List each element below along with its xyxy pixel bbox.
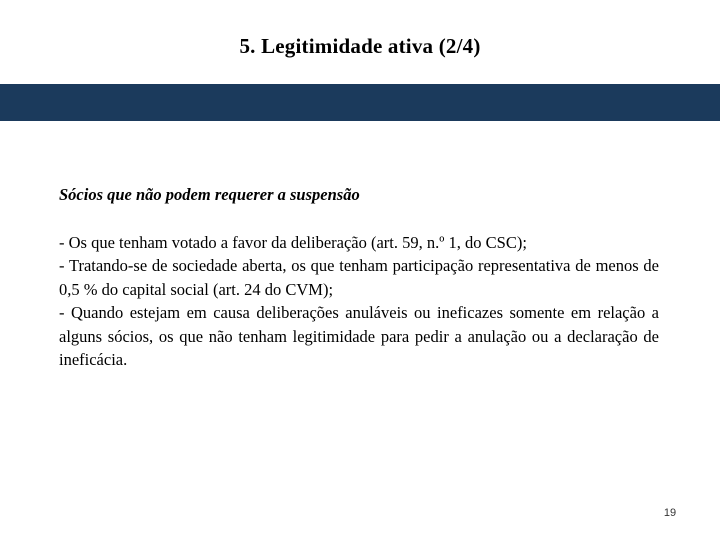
list-item: - Os que tenham votado a favor da deliberação (art. 59, n.º 1, do CSC); bbox=[59, 232, 527, 252]
list-item: - Tratando-se de sociedade aberta, os que tenham participação representativa de menos de 0,5 % do capital social (art. 24 do CVM); bbox=[59, 256, 659, 299]
list-item: - Quando estejam em causa deliberações anuláveis ou ineficazes somente em relação a alguns sócios, os que não tenham legitimidade para pedir a anulação ou a declaração de ineficácia. bbox=[59, 303, 659, 369]
page-number: 19 bbox=[663, 507, 677, 519]
section-subtitle: Sócios que não podem requerer a suspensão bbox=[59, 185, 360, 204]
title-bar bbox=[0, 84, 720, 121]
slide-title: 5. Legitimidade ativa (2/4) bbox=[239, 34, 481, 58]
body-text bbox=[59, 231, 659, 372]
slide-content bbox=[59, 183, 659, 372]
